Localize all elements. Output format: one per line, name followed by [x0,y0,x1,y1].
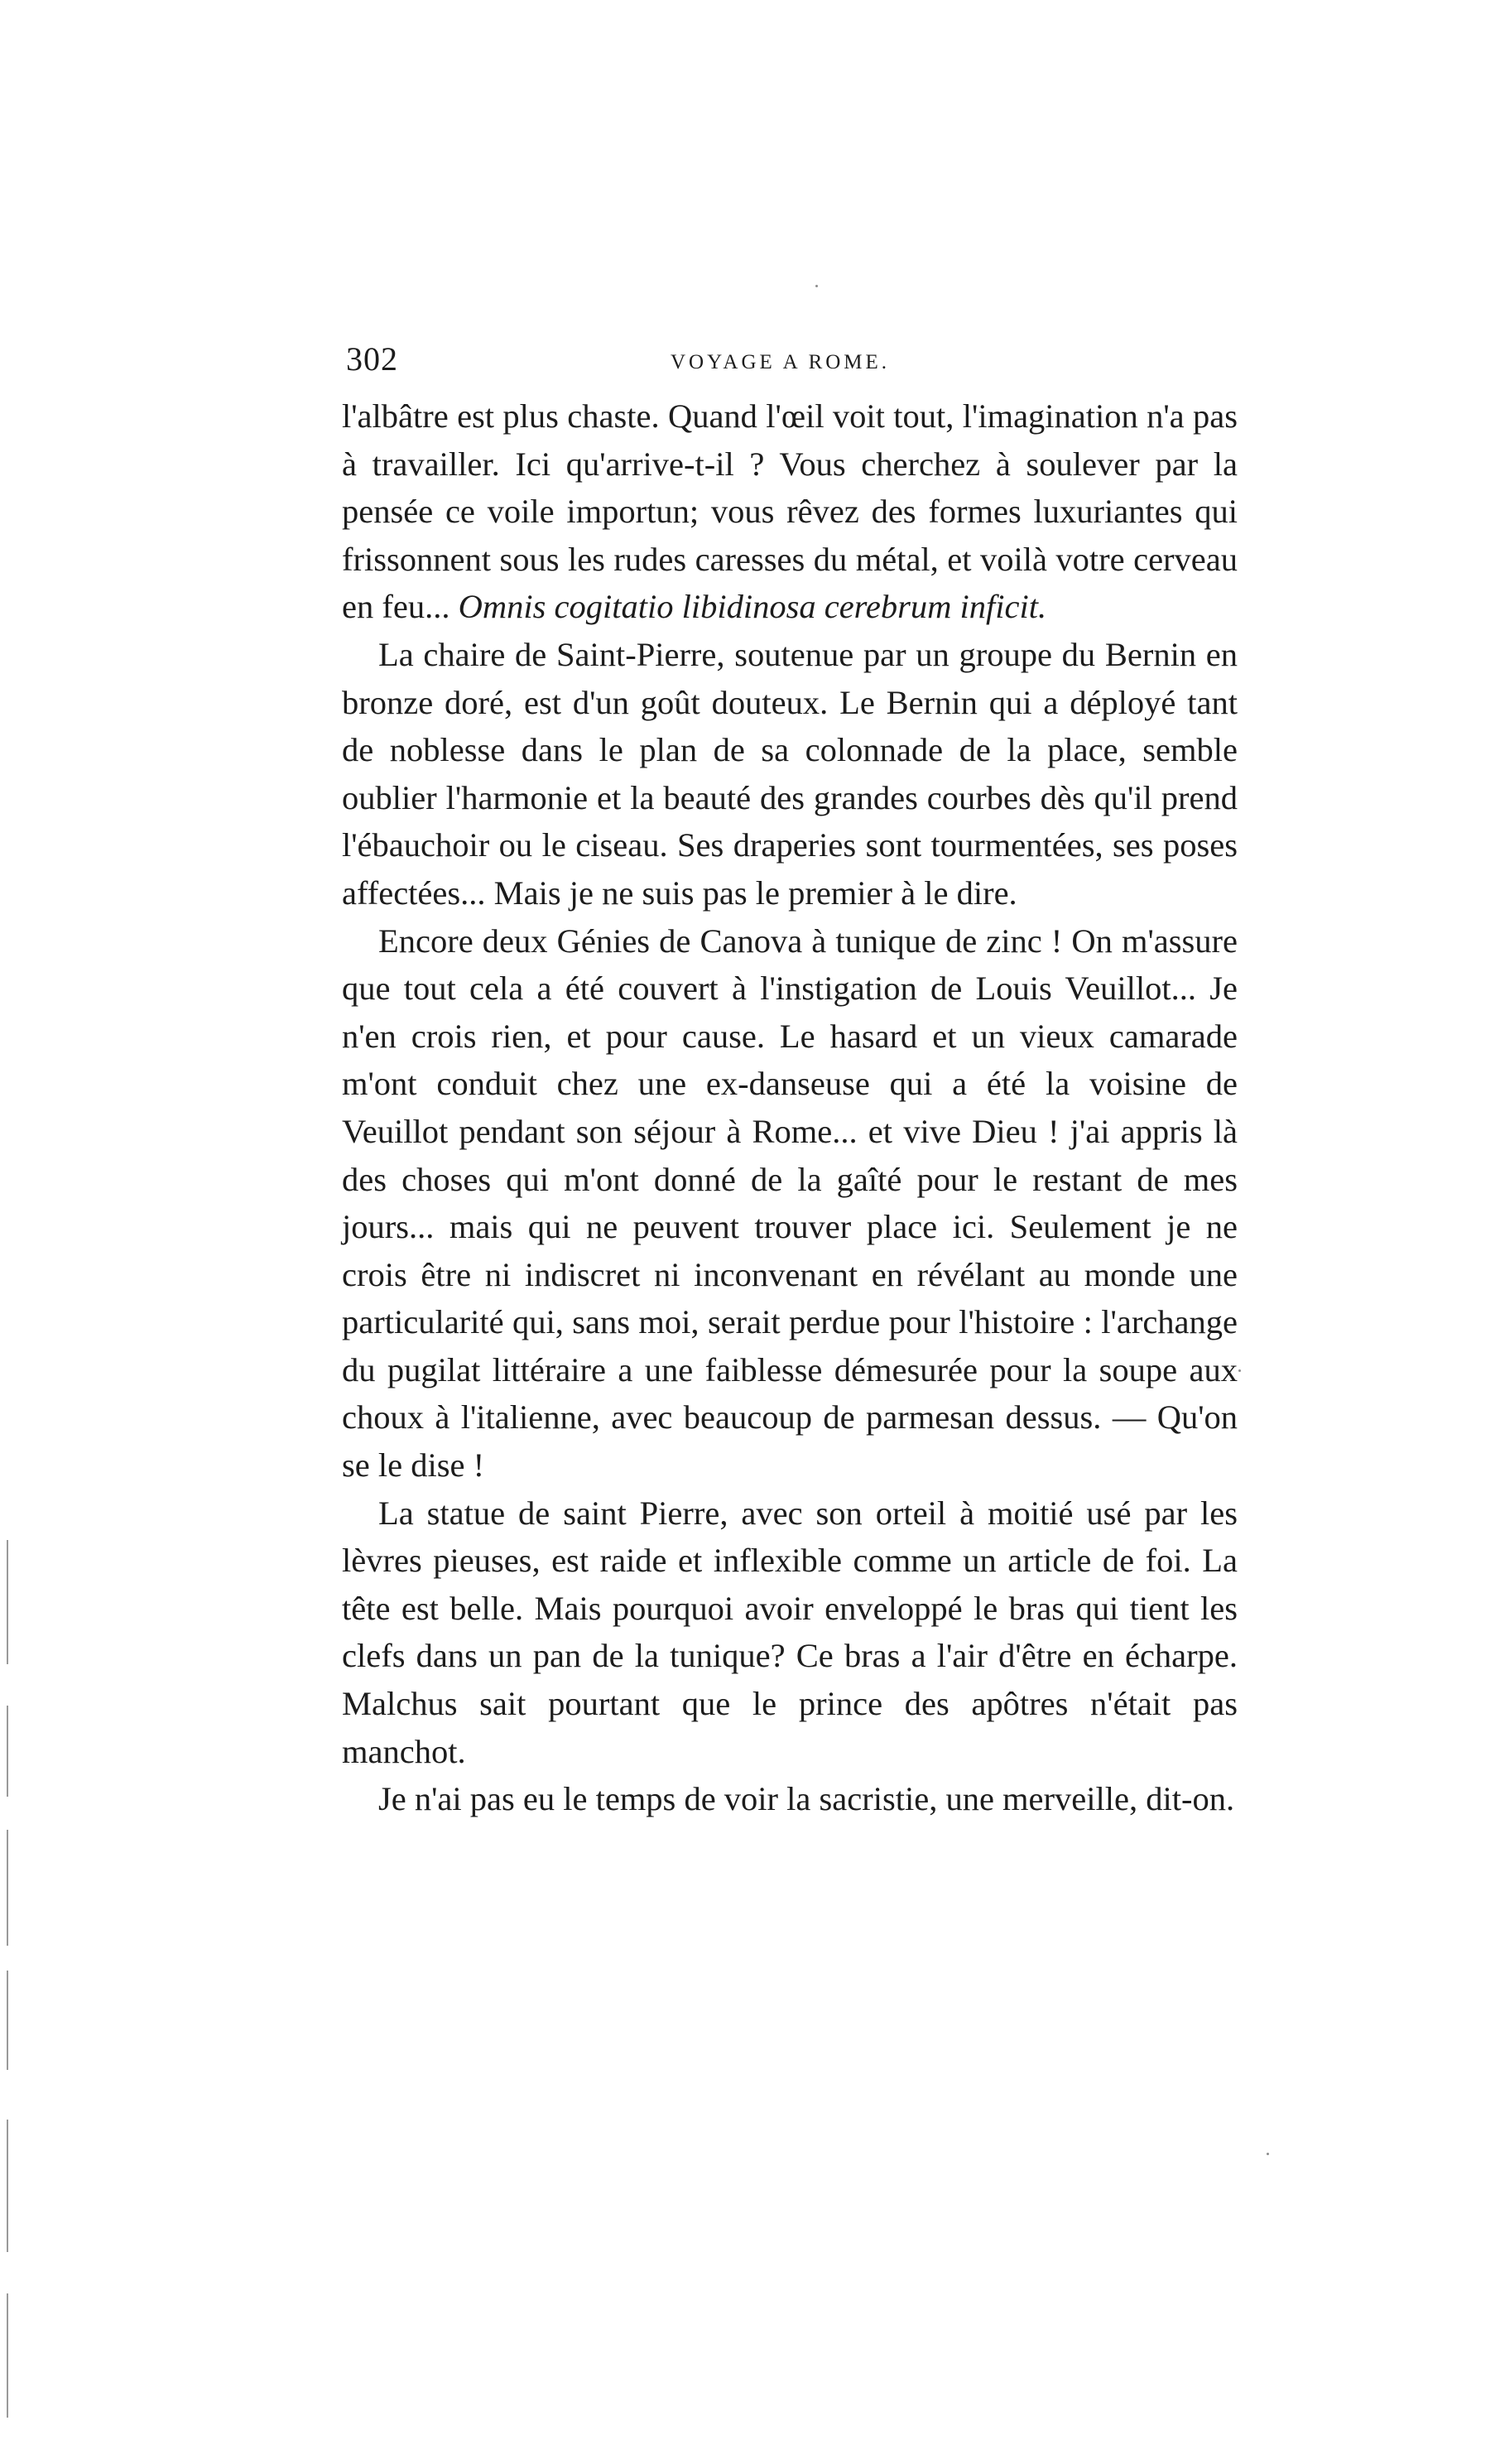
scan-speck [1267,2153,1269,2155]
paragraph-5: Je n'ai pas eu le temps de voir la sacristie, une merveille, dit-on. [378,1780,1235,1818]
running-title: VOYAGE A ROME. [671,351,891,373]
paragraph-1 [342,392,1238,631]
paragraph-4: La statue de saint Pierre, avec son orteil à moitié usé par les lèvres pieuses, est raide et inflexible comme un article de foi. La tête est belle. Mais pourquoi avoir enveloppé le bras qui tient les clefs dans un pan de la tunique? Ce bras a l'air d'être en écharpe. Malchus sait pourtant que le prince des apôtres n'était pas manchot. [342,1494,1238,1770]
scan-mark [7,1830,8,1946]
running-head [346,334,1233,384]
scan-mark [7,2293,8,2418]
page-number: 302 [346,340,398,378]
paragraph-1-text: l'albâtre est plus chaste. Quand l'œil voit tout, l'imagination n'a pas à travailler. Ici qu'arrive-t-il ? Vous cherchez à soulever par la pensée ce voile importun; vous rêvez des formes luxuriantes qui frissonnent sous les rudes caresses du métal, et voilà votre cerveau en feu... [342,397,1238,626]
scan-speck [1238,1369,1241,1372]
scan-mark [7,1971,8,2070]
scan-mark [7,1706,8,1797]
body-text [342,392,1238,1823]
latin-quotation: Omnis cogitatio libidinosa cerebrum inficit. [458,588,1047,626]
scan-mark [7,2120,8,2252]
paragraph-3: Encore deux Génies de Canova à tunique de zinc ! On m'assure que tout cela a été couvert à l'instigation de Louis Veuillot... Je n'en crois rien, et pour cause. Le hasard et un vieux camarade m'ont conduit chez une ex-danseuse qui a été la voisine de Veuillot pendant son séjour à Rome... et vive Dieu ! j'ai appris là des choses qui m'ont donné de la gaîté pour le restant de mes jours... mais qui ne peuvent trouver place ici. Seulement je ne crois être ni indiscret ni inconvenant en révélant au monde une particularité qui, sans moi, serait perdue pour l'histoire : l'archange du pugilat littéraire a une faiblesse démesurée pour la soupe aux choux à l'italienne, avec beaucoup de parmesan dessus. — Qu'on se le dise ! [342,922,1238,1485]
scan-mark [7,1540,8,1664]
paragraph-2: La chaire de Saint-Pierre, soutenue par un groupe du Bernin en bronze doré, est d'un goût douteux. Le Bernin qui a déployé tant de noblesse dans le plan de sa colonnade de la place, semble oublier l'harmonie et la beauté des grandes courbes dès qu'il prend l'ébauchoir ou le ciseau. Ses draperies sont tourmentées, ses poses affectées... Mais je ne suis pas le premier à le dire. [342,635,1238,912]
scan-speck [815,285,818,287]
